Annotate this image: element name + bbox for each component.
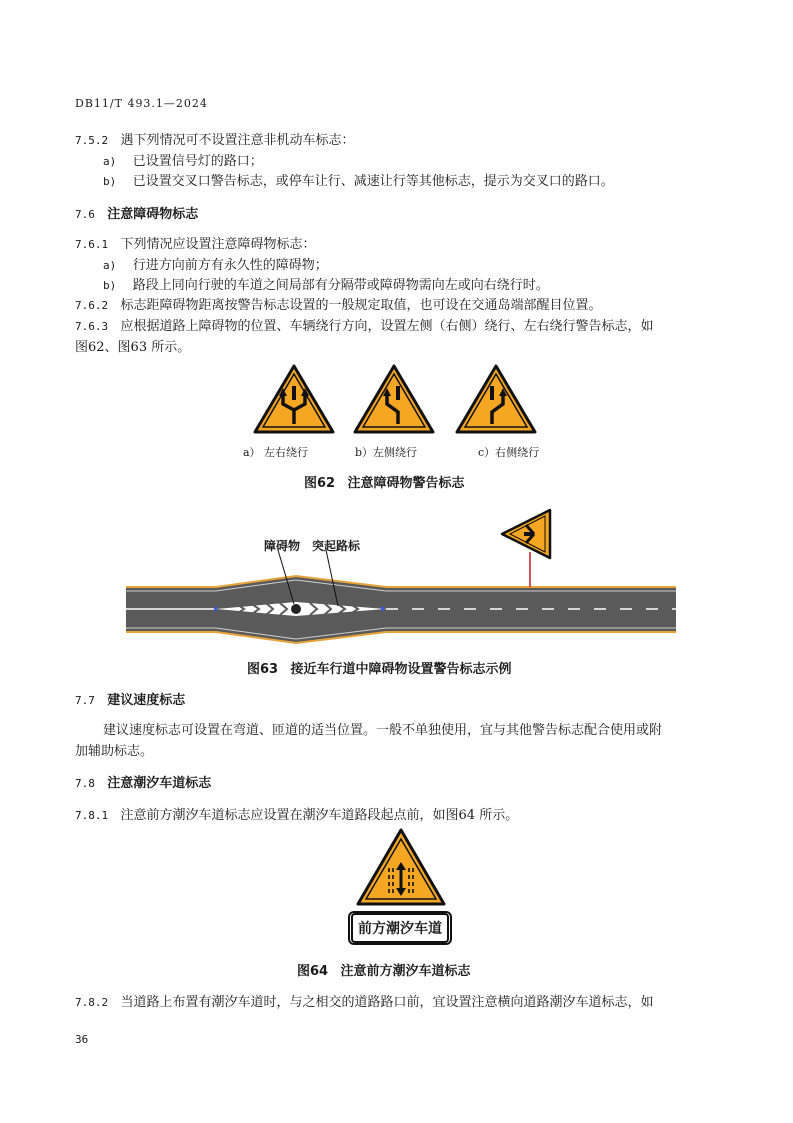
tidal-lane-warning-sign xyxy=(356,828,446,906)
section-heading-7-8 xyxy=(75,776,211,792)
sign-bypass-both-sides xyxy=(253,364,335,434)
clause-text: 注意前方潮汐车道标志应设置在潮汐车道路段起点前，如图64 所示。 xyxy=(120,808,519,823)
clause-number: 7.5.2 xyxy=(75,134,109,147)
list-text: 已设置信号灯的路口； xyxy=(132,154,263,169)
clause-text: 标志距障碍物距离按警告标志设置的一般规定取值，也可设在交通岛端部醒目位置。 xyxy=(120,298,602,313)
caption-number: 图64 xyxy=(297,964,329,979)
page-number: 36 xyxy=(75,1033,89,1046)
caption-number: 图63 xyxy=(247,662,279,677)
clause-text: 遇下列情况可不设置注意非机动车标志： xyxy=(120,133,355,148)
figure-label-a: a） 左右绕行 xyxy=(243,446,309,459)
sign-bypass-right xyxy=(455,364,537,434)
clause-7-8-2 xyxy=(75,995,654,1011)
list-marker: b) xyxy=(103,279,117,292)
paragraph-line: 加辅助标志。 xyxy=(75,744,154,759)
section-number: 7.6 xyxy=(75,208,95,221)
list-marker: a) xyxy=(103,259,117,272)
caption-text: 注意前方潮汐车道标志 xyxy=(340,964,471,979)
caption-number: 图62 xyxy=(304,476,336,491)
section-heading-7-7 xyxy=(75,693,185,709)
sign-bypass-left xyxy=(353,364,435,434)
caption-text: 注意障碍物警告标志 xyxy=(347,476,465,491)
clause-text: 当道路上布置有潮汐车道时，与之相交的道路路口前，宜设置注意横向道路潮汐车道标志，如 xyxy=(120,995,654,1010)
section-heading-7-6 xyxy=(75,207,198,223)
clause-continuation: 图62、图63 所示。 xyxy=(75,340,191,355)
section-number: 7.8 xyxy=(75,777,95,790)
list-text: 行进方向前方有永久性的障碍物； xyxy=(132,258,328,273)
clause-number: 7.8.2 xyxy=(75,996,109,1009)
list-text: 路段上同向行驶的车道之间局部有分隔带或障碍物需向左或向右绕行时。 xyxy=(132,278,549,293)
clause-text: 应根据道路上障碍物的位置、车辆绕行方向，设置左侧（右侧）绕行、左右绕行警告标志，如 xyxy=(120,319,654,334)
clause-number: 7.6.2 xyxy=(75,299,109,312)
caption-text: 接近车行道中障碍物设置警告标志示例 xyxy=(290,662,512,677)
label-obstacle: 障碍物 xyxy=(264,539,301,553)
list-text: 已设置交叉口警告标志，或停车让行、减速让行等其他标志，提示为交叉口的路口。 xyxy=(132,174,614,189)
figure-caption-63 xyxy=(247,662,512,678)
clause-7-5-2 xyxy=(75,133,355,149)
plate-text: 前方潮汐车道 xyxy=(351,913,449,943)
clause-7-6-3 xyxy=(75,319,654,335)
document-code: DB11/T 493.1—2024 xyxy=(75,97,208,110)
section-title: 注意潮汐车道标志 xyxy=(107,776,212,791)
label-raised-marker: 突起路标 xyxy=(312,539,361,553)
clause-number: 7.6.1 xyxy=(75,238,109,251)
tidal-lane-plate xyxy=(348,911,452,945)
clause-7-6-1 xyxy=(75,237,316,253)
section-title: 注意障碍物标志 xyxy=(107,207,199,222)
clause-text: 下列情况应设置注意障碍物标志： xyxy=(120,237,316,252)
figure-label-c: c）右侧绕行 xyxy=(478,446,540,459)
section-number: 7.7 xyxy=(75,694,95,707)
clause-7-8-1 xyxy=(75,808,518,824)
road-obstacle-diagram xyxy=(126,512,676,637)
list-item xyxy=(103,154,263,170)
section-title: 建议速度标志 xyxy=(107,693,186,708)
paragraph-line: 建议速度标志可设置在弯道、匝道的适当位置。一般不单独使用，宜与其他警告标志配合使用或附 xyxy=(103,723,663,738)
clause-7-6-2 xyxy=(75,298,602,314)
list-item xyxy=(103,174,614,190)
list-marker: a) xyxy=(103,155,117,168)
list-marker: b) xyxy=(103,175,117,188)
figure-label-b: b）左侧绕行 xyxy=(355,446,418,459)
clause-number: 7.8.1 xyxy=(75,809,109,822)
list-item xyxy=(103,258,328,274)
figure-caption-62 xyxy=(304,476,465,492)
figure-caption-64 xyxy=(297,964,471,980)
clause-number: 7.6.3 xyxy=(75,320,109,333)
list-item xyxy=(103,278,549,294)
